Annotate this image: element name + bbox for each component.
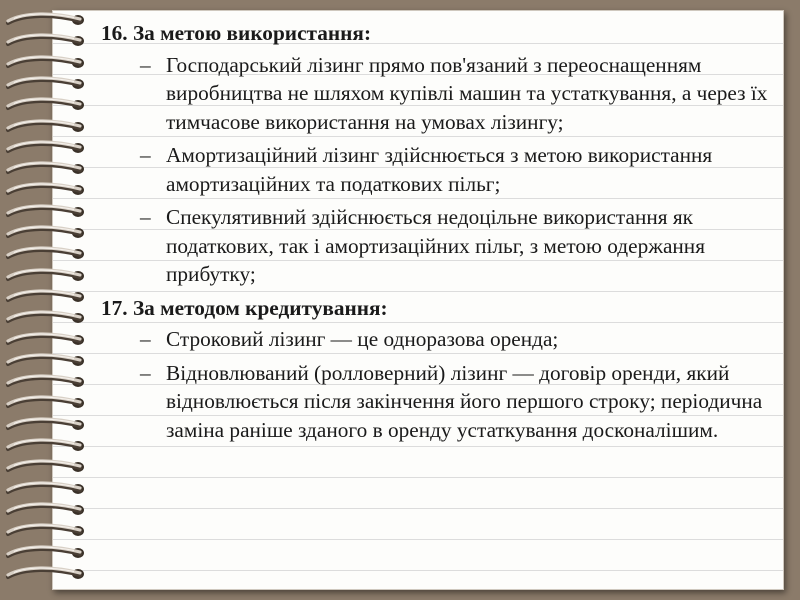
spiral-ring xyxy=(4,204,96,220)
dash-bullet: – xyxy=(140,205,151,229)
spiral-ring xyxy=(4,246,96,262)
spiral-ring xyxy=(4,481,96,497)
spiral-ring xyxy=(4,12,96,28)
spiral-ring xyxy=(4,119,96,135)
list-item xyxy=(101,141,781,198)
spiral-binding xyxy=(0,12,96,592)
list-item-text: Строковий лізинг — це одноразова оренда; xyxy=(166,327,559,351)
spiral-ring xyxy=(4,545,96,561)
list-item-text: Амортизаційний лізинг здійснюється з метою використання амортизаційних та податкових пільг; xyxy=(166,143,713,196)
spiral-ring xyxy=(4,289,96,305)
spiral-ring xyxy=(4,459,96,475)
spiral-ring xyxy=(4,502,96,518)
spiral-ring xyxy=(4,55,96,71)
slide-content xyxy=(101,19,781,449)
spiral-ring xyxy=(4,353,96,369)
dash-bullet: – xyxy=(140,143,151,167)
list-item-text: Відновлюваний (ролловерний) лізинг — договір оренди, який відновлюється після закінчення його першого строку; періодична заміна раніше зданого в оренду устаткування досконалішим. xyxy=(166,360,763,442)
spiral-ring xyxy=(4,33,96,49)
section-heading: 17. За методом кредитування: xyxy=(101,295,388,320)
spiral-ring xyxy=(4,97,96,113)
list-item xyxy=(101,359,781,445)
spiral-ring xyxy=(4,566,96,582)
spiral-ring xyxy=(4,140,96,156)
list-item-text: Господарський лізинг прямо пов'язаний з переоснащенням виробництва не шляхом купівлі машин та устаткування, а через їх тимчасове використання на умовах лізингу; xyxy=(166,52,768,134)
spiral-ring xyxy=(4,182,96,198)
spiral-ring xyxy=(4,161,96,177)
list-item xyxy=(101,325,781,354)
list-item xyxy=(101,51,781,137)
dash-bullet: – xyxy=(140,52,151,77)
spiral-ring xyxy=(4,395,96,411)
spiral-ring xyxy=(4,438,96,454)
section-16 xyxy=(101,19,781,289)
spiral-ring xyxy=(4,268,96,284)
section-heading: 16. За метою використання: xyxy=(101,21,372,45)
section-17 xyxy=(101,294,781,445)
dash-bullet: – xyxy=(140,360,151,385)
spiral-ring xyxy=(4,332,96,348)
spiral-ring xyxy=(4,310,96,326)
list-item-text: Спекулятивний здійснюється недоцільне використання як податкових, так і амортизаційних пільг, з метою одержання прибутку; xyxy=(166,205,706,286)
spiral-ring xyxy=(4,417,96,433)
spiral-ring xyxy=(4,523,96,539)
spiral-ring xyxy=(4,374,96,390)
dash-bullet: – xyxy=(140,327,151,351)
spiral-ring xyxy=(4,76,96,92)
list-item xyxy=(101,203,781,289)
spiral-ring xyxy=(4,225,96,241)
